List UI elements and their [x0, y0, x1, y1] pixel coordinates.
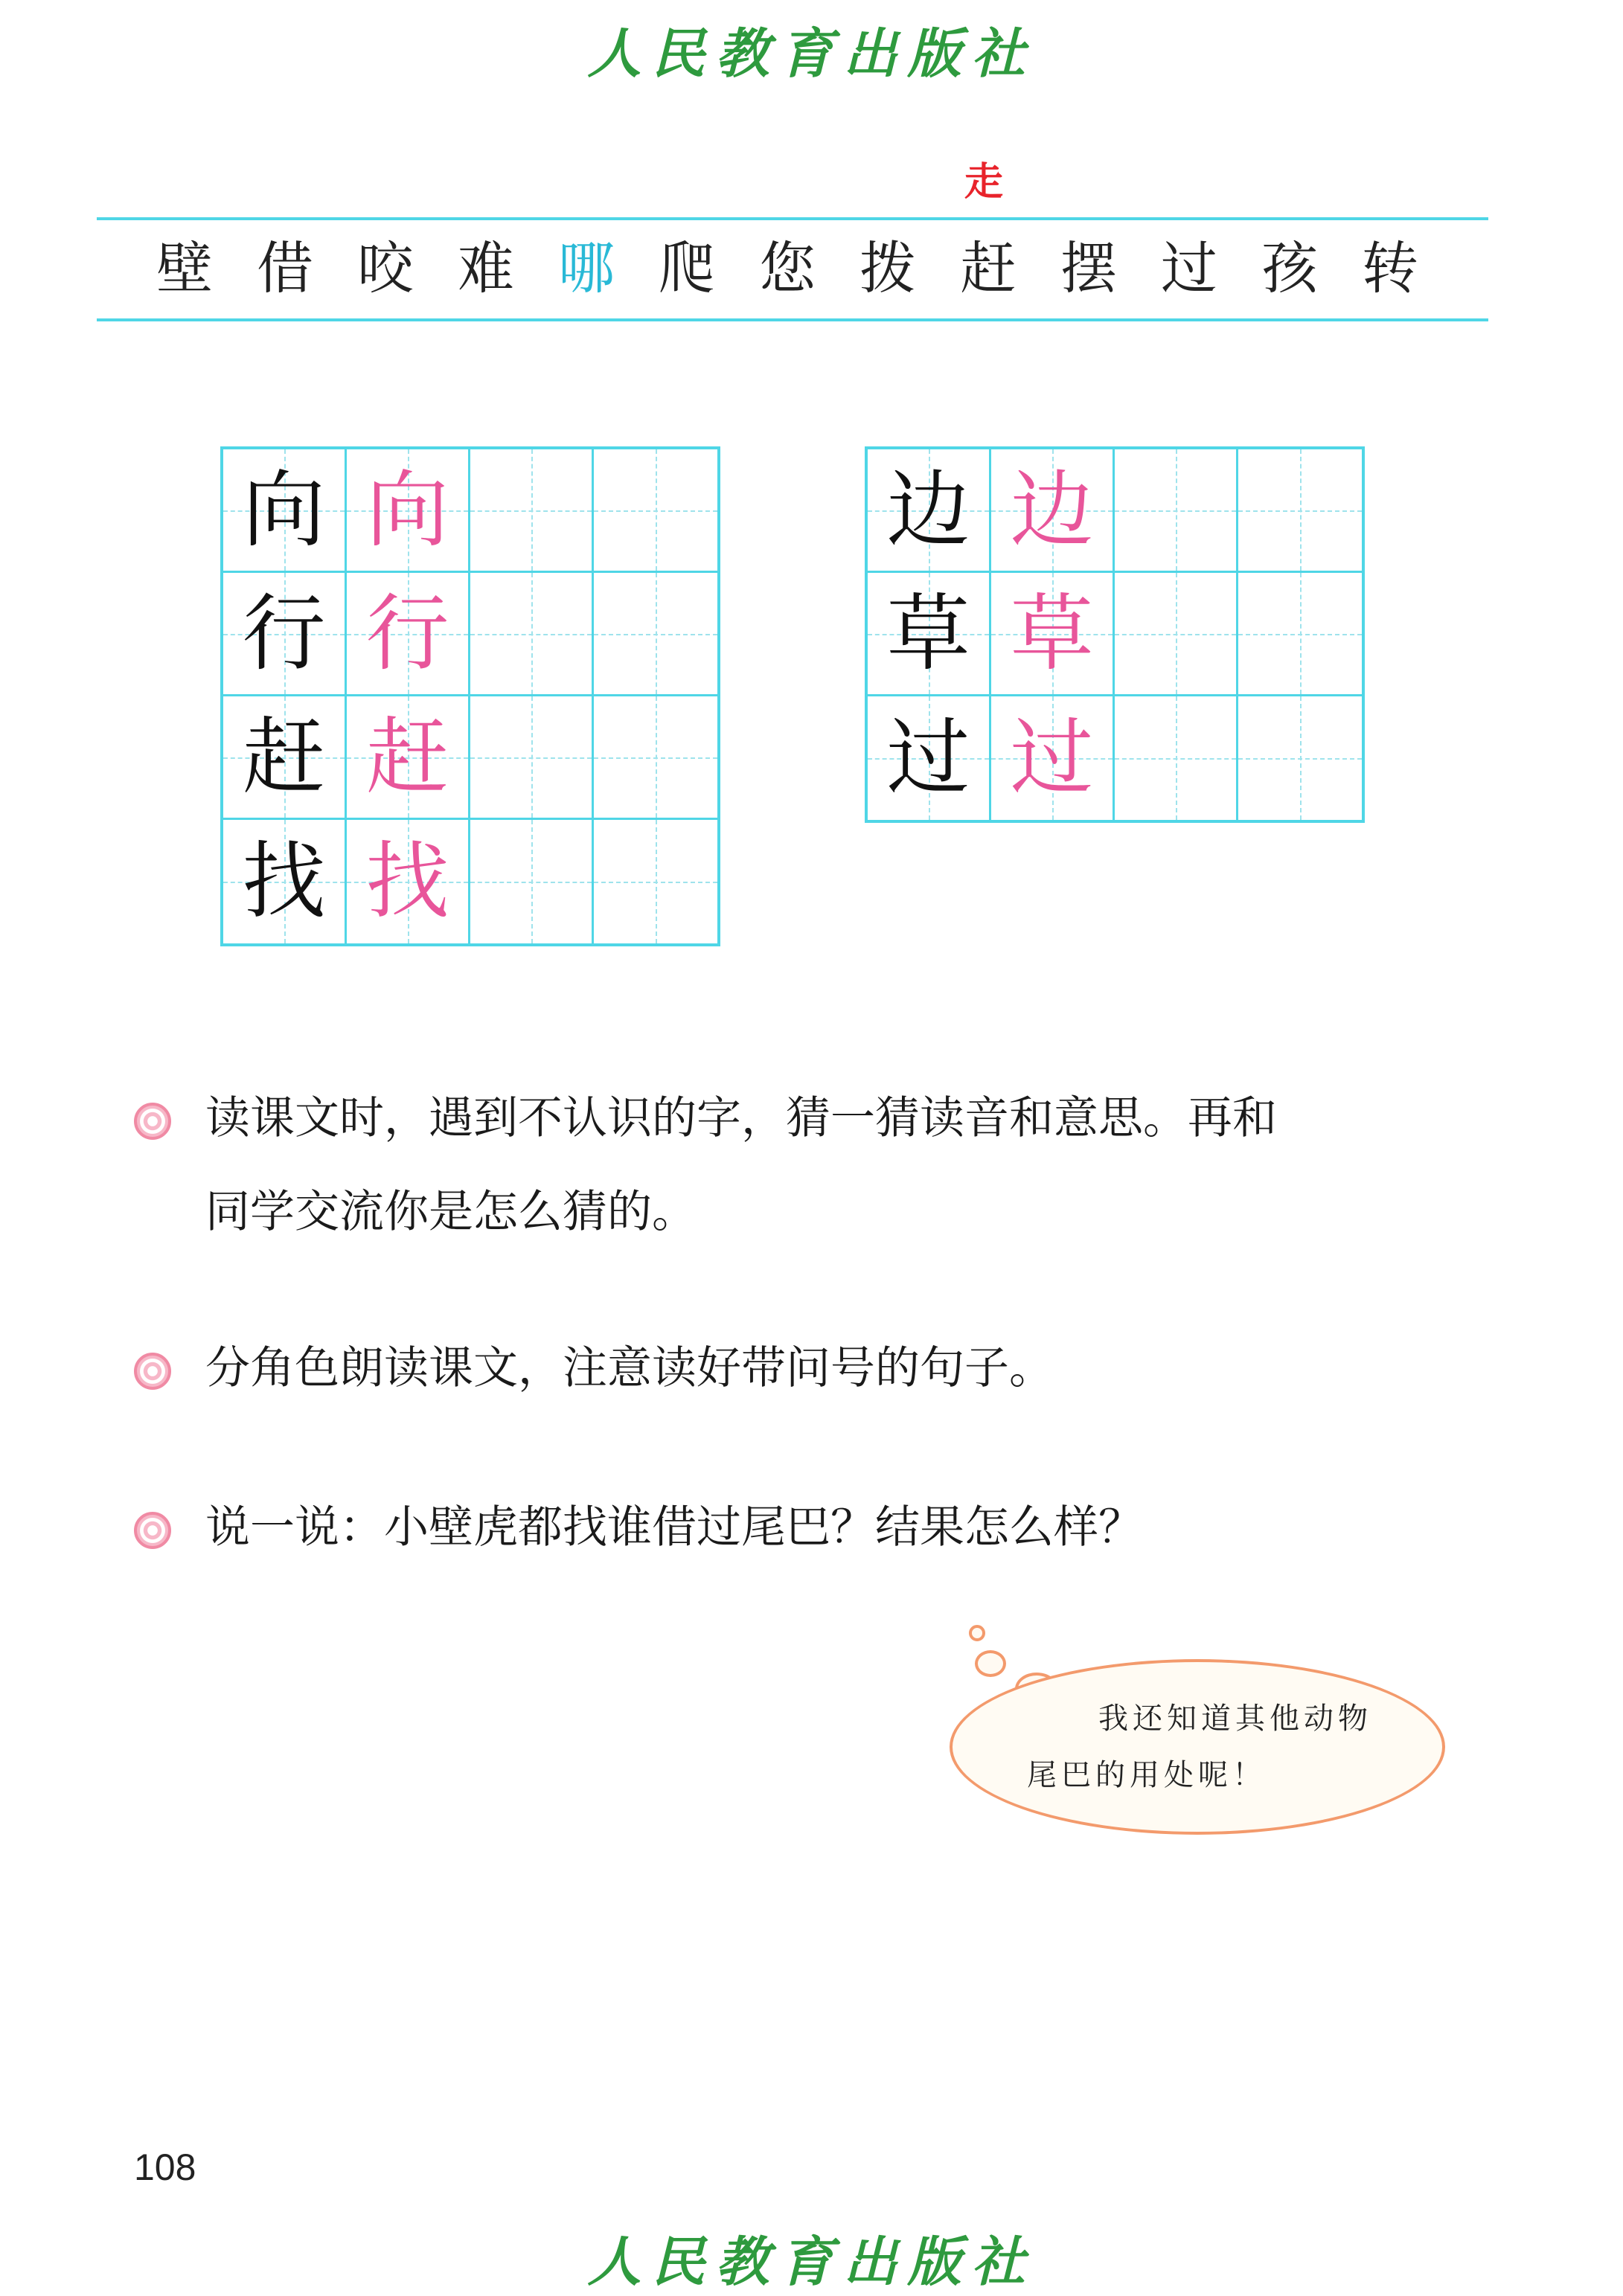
thought-bubble-text: [1027, 1690, 1399, 1803]
blank-writing-cell[interactable]: [1115, 696, 1238, 820]
new-character: 咬: [357, 235, 414, 301]
swirl-bullet-icon: [134, 1353, 171, 1390]
new-character: 拨: [859, 235, 916, 301]
publisher-footer: 人民教育出版社: [587, 2230, 1036, 2293]
trace-character-cell: 找: [347, 820, 470, 943]
model-character-cell: 找: [223, 820, 347, 943]
trace-character-cell: 边: [991, 449, 1115, 573]
new-character: 壁: [156, 235, 213, 301]
exercise-text-line: 说一说：小壁虎都找谁借过尾巴？结果怎么样？: [205, 1501, 1143, 1553]
blank-writing-cell[interactable]: [594, 449, 717, 573]
swirl-bullet-icon: [134, 1103, 171, 1140]
grid-row: [223, 820, 717, 943]
thought-bubble-dot-small: [969, 1625, 985, 1641]
blank-writing-cell[interactable]: [594, 696, 717, 820]
thought-bubble-line: 尾巴的用处呢！: [1027, 1758, 1267, 1792]
trace-character-cell: 过: [991, 696, 1115, 820]
writing-grid-right: [865, 446, 1365, 823]
exercise-item: [134, 1071, 1473, 1259]
grid-row: [223, 449, 717, 573]
model-character-cell: 行: [223, 573, 347, 696]
new-character: 过: [1161, 235, 1217, 301]
blank-writing-cell[interactable]: [1238, 696, 1362, 820]
model-character-cell: 边: [868, 449, 991, 573]
exercise-text-line: 同学交流你是怎么猜的。: [205, 1186, 697, 1238]
exercise-text-line: 分角色朗读课文，注意读好带问号的句子。: [205, 1342, 1054, 1394]
blank-writing-cell[interactable]: [1115, 449, 1238, 573]
grid-row: [868, 573, 1362, 696]
exercise-text-line: 读课文时，遇到不认识的字，猜一猜读音和意思。再和: [205, 1092, 1277, 1144]
radical-annotation: 走: [964, 159, 1004, 205]
publisher-header: 人民教育出版社: [587, 22, 1036, 85]
grid-row: [223, 696, 717, 820]
blank-writing-cell[interactable]: [1238, 449, 1362, 573]
new-character: 摆: [1060, 235, 1117, 301]
new-character: 借: [257, 235, 313, 301]
new-character: 难: [458, 235, 514, 301]
model-character-cell: 赶: [223, 696, 347, 820]
model-character-cell: 草: [868, 573, 991, 696]
blank-writing-cell[interactable]: [1115, 573, 1238, 696]
exercise-item: [134, 1481, 1473, 1574]
blank-writing-cell[interactable]: [470, 449, 594, 573]
swirl-bullet-icon: [134, 1512, 171, 1549]
model-character-cell: 向: [223, 449, 347, 573]
grid-row: [868, 449, 1362, 573]
new-character: 转: [1362, 235, 1418, 301]
trace-character-cell: 草: [991, 573, 1115, 696]
blank-writing-cell[interactable]: [470, 573, 594, 696]
thought-bubble-line: 我还知道其他动物: [1098, 1702, 1372, 1736]
thought-bubble-dot-medium: [975, 1650, 1006, 1677]
blank-writing-cell[interactable]: [1238, 573, 1362, 696]
new-characters-row: [156, 228, 1462, 310]
new-character-highlighted: 哪: [558, 235, 615, 301]
new-character: 孩: [1261, 235, 1318, 301]
grid-row: [868, 696, 1362, 820]
blank-writing-cell[interactable]: [470, 696, 594, 820]
exercise-item: [134, 1321, 1473, 1415]
blank-writing-cell[interactable]: [470, 820, 594, 943]
trace-character-cell: 赶: [347, 696, 470, 820]
blank-writing-cell[interactable]: [594, 820, 717, 943]
new-character: 赶: [960, 235, 1017, 301]
writing-grid-left: [220, 446, 720, 946]
trace-character-cell: 向: [347, 449, 470, 573]
page-number: 108: [134, 2146, 196, 2188]
blank-writing-cell[interactable]: [594, 573, 717, 696]
new-character: 爬: [659, 235, 715, 301]
new-character: 您: [759, 235, 816, 301]
grid-row: [223, 573, 717, 696]
model-character-cell: 过: [868, 696, 991, 820]
char-band-top-line: [97, 217, 1488, 220]
trace-character-cell: 行: [347, 573, 470, 696]
char-band-bottom-line: [97, 318, 1488, 321]
